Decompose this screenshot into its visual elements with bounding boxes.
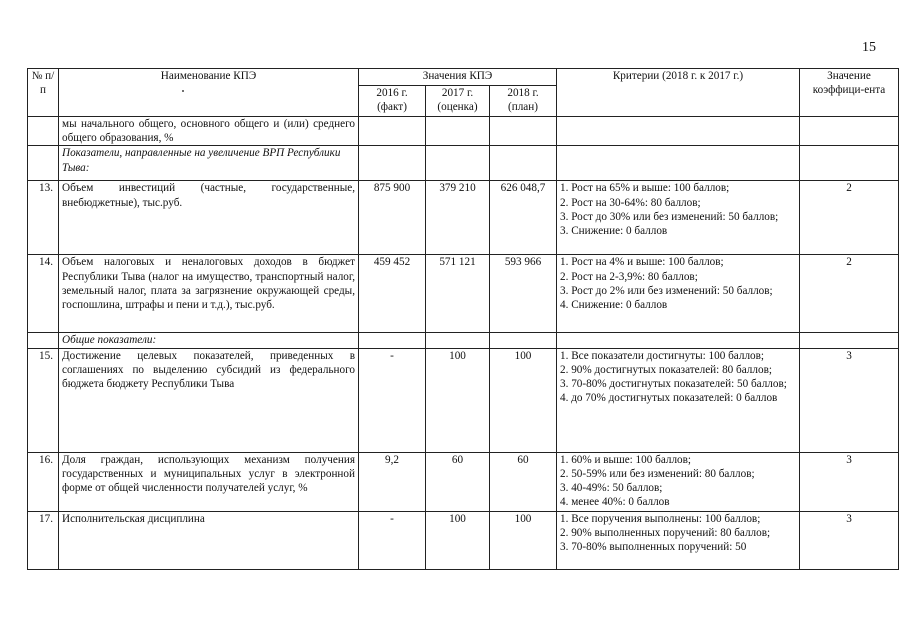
criteria-line: 2. Рост на 2-3,9%: 80 баллов; [560,270,698,283]
table-row [28,348,899,452]
criteria-line: 3. Рост до 2% или без изменений: 50 баллов; [560,284,773,297]
table-row [28,181,899,255]
row-2016: 459 452 [359,255,426,333]
row-criteria [557,452,800,511]
criteria-line: 4. менее 40%: 0 баллов [560,496,670,509]
row-2016: - [359,511,426,569]
row-2016: 9,2 [359,452,426,511]
kpe-table [27,68,899,570]
row-criteria [557,181,800,255]
row-2017: 100 [426,348,490,452]
criteria-line: 4. Снижение: 0 баллов [560,299,668,312]
row-coef: 2 [800,181,899,255]
header-name: Наименование КПЭ [59,69,359,117]
criteria-line: 1. Все поручения выполнены: 100 баллов; [560,512,761,525]
row-2018: 626 048,7 [490,181,557,255]
header-values: Значения КПЭ [359,69,557,86]
row-num: 16. [28,452,59,511]
criteria-line: 3. Снижение: 0 баллов [560,225,668,238]
row-coef: 2 [800,255,899,333]
row-2018: 593 966 [490,255,557,333]
row-2018: 100 [490,348,557,452]
row-2017: 100 [426,511,490,569]
row-criteria [557,255,800,333]
page-number: 15 [862,40,876,55]
criteria-line: 1. Рост на 4% и выше: 100 баллов; [560,256,724,269]
row-2017: 379 210 [426,181,490,255]
row-name: Объем налоговых и неналоговых доходов в бюджет Республики Тыва (налог на имущество, транспортный налог, земельный налог, плата за загрязнение окружающей среды, госпошлина, штрафы и пени и т.д.), тыс.руб. [59,255,359,333]
row-num: 14. [28,255,59,333]
header-2018: 2018 г. (план) [490,86,557,117]
row-num: 15. [28,348,59,452]
criteria-line: 2. 90% достигнутых показателей: 80 баллов; [560,363,772,376]
row-criteria [557,511,800,569]
criteria-line: 3. 70-80% выполненных поручений: 50 [560,541,747,554]
header-2017: 2017 г. (оценка) [426,86,490,117]
criteria-line: 2. Рост на 30-64%: 80 баллов; [560,196,701,209]
continuation-name: мы начального общего, основного общего и (или) среднего общего образования, % [59,117,359,146]
criteria-line: 2. 50-59% или без изменений: 80 баллов; [560,467,755,480]
row-2018: 100 [490,511,557,569]
row-num: 17. [28,511,59,569]
criteria-line: 1. 60% и выше: 100 баллов; [560,453,692,466]
row-coef: 3 [800,511,899,569]
header-coef: Значение коэффици-ента [800,69,899,117]
criteria-line: 3. 70-80% достигнутых показателей: 50 баллов; [560,378,787,391]
row-name: Исполнительская дисциплина [59,511,359,569]
criteria-line: 3. 40-49%: 50 баллов; [560,482,663,495]
criteria-line: 1. Рост на 65% и выше: 100 баллов; [560,182,730,195]
criteria-line: 2. 90% выполненных поручений: 80 баллов; [560,526,771,539]
section-row-vrp [28,146,899,181]
row-num: 13. [28,181,59,255]
header-row [28,69,899,86]
criteria-line: 1. Все показатели достигнуты: 100 баллов; [560,349,765,362]
row-coef: 3 [800,452,899,511]
row-2017: 60 [426,452,490,511]
row-name: Доля граждан, использующих механизм получения государственных и муниципальных услуг в электронной форме от общей численности получателей услуг, % [59,452,359,511]
section-row-general [28,333,899,348]
row-name: Объем инвестиций (частные, государственные, внебюджетные), тыс.руб. [59,181,359,255]
header-2016: 2016 г. (факт) [359,86,426,117]
table-row [28,452,899,511]
criteria-line: 3. Рост до 30% или без изменений: 50 баллов; [560,210,779,223]
table-row [28,511,899,569]
row-2016: - [359,348,426,452]
section-vrp-title: Показатели, направленные на увеличение ВРП Республики Тыва: [59,146,359,181]
row-2018: 60 [490,452,557,511]
criteria-line: 4. до 70% достигнутых показателей: 0 баллов [560,392,778,405]
header-num: № п/п [28,69,59,117]
continuation-row [28,117,899,146]
row-2017: 571 121 [426,255,490,333]
header-criteria: Критерии (2018 г. к 2017 г.) [557,69,800,117]
row-name: Достижение целевых показателей, приведенных в соглашениях по выделению субсидий из федерального бюджета бюджету Республики Тыва [59,348,359,452]
row-coef: 3 [800,348,899,452]
row-criteria [557,348,800,452]
section-general-title: Общие показатели: [59,333,359,348]
row-2016: 875 900 [359,181,426,255]
table-row [28,255,899,333]
